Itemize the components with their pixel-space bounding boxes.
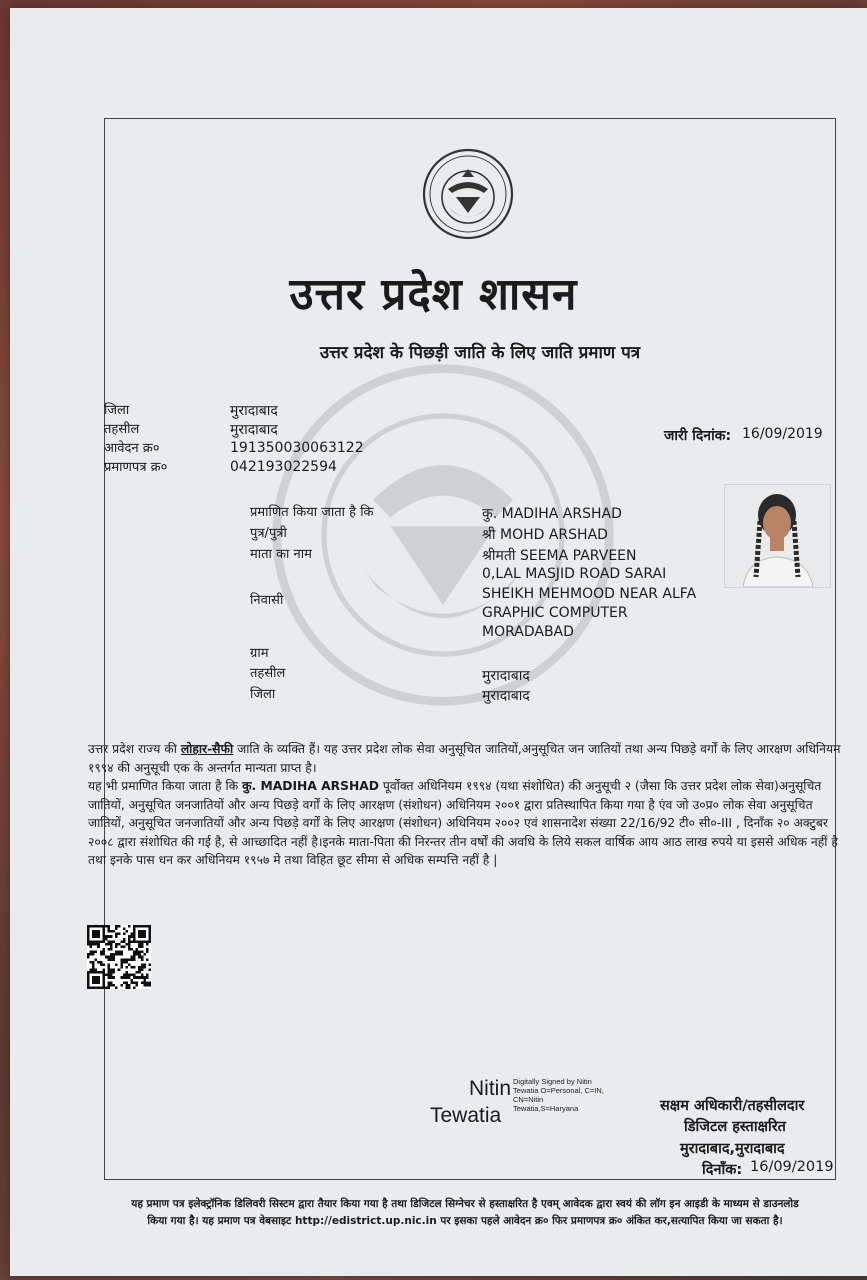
- signature-detail-line: Tewatia,S=Haryana: [513, 1104, 579, 1113]
- father-name: श्री MOHD ARSHAD: [482, 527, 608, 543]
- page-title: उत्तर प्रदेश शासन: [289, 269, 578, 320]
- up-government-emblem-icon: [418, 147, 518, 242]
- officer-designation: सक्षम अधिकारी/तहसीलदार: [660, 1098, 805, 1114]
- person-district-label: जिला: [250, 687, 276, 702]
- footer-line-2: किया गया है। यह प्रमाण पत्र वेबसाइट http://edistrict.up.nic.in पर इसका पहले आवेदन क्र० फिर प्रमाणपत्र क्र० अंकित कर,सत्यापित किया जा सकता है।: [147, 1215, 783, 1227]
- body-p2-end: पूर्वोक्त अधिनियम १९९४ (यथा संशोधित) की अनुसूची २ (जैसा कि उत्तर प्रदेश लोक सेवा)अनुसूचित जातियों, अनुसूचित जनजातियों और अन्य पिछड़े वर्गों के लिए आरक्षण (संशोधन) अधिनियम २००१ द्वारा प्रतिस्थापित किया गया है एंव जो उ०प्र० लोक सेवा अनुसूचित जातियों, अनुसूचित जनजातियों और अन्य पिछड़े वर्गों के लिए आरक्षण (संशोधन) अधिनियम २००२ एवं शासनादेश संख्या 22/16/92 टी० सी०-III , दिनाँक २० अक्टुबर २००८ द्वारा संशोधित की गई है, से आच्छादित नहीं है।इनके माता-पिता की निरन्तर तीन वर्षों की अवधि के लिये सकल वार्षिक आय आठ लाख रुपये या इससे अधिक नहीं है तथा इनके पास धन कर अधिनियम १९५७ मे तथा विहित छूट सीमा से अधिक सम्पत्ति नहीं है |: [88, 779, 838, 867]
- address-line-3: GRAPHIC COMPUTER: [482, 605, 628, 621]
- person-district-value: मुरादाबाद: [482, 688, 530, 704]
- district-label: जिला: [104, 403, 130, 418]
- application-number: 191350030063122: [230, 440, 364, 456]
- body-p1-start: उत्तर प्रदेश राज्य की: [88, 742, 181, 756]
- footer-note: [70, 1196, 860, 1230]
- officer-signed: डिजिटल हस्ताक्षरित: [684, 1119, 786, 1135]
- officer-date-label: दिनाँक:: [702, 1162, 743, 1178]
- tehsil-value: मुरादाबाद: [230, 422, 278, 438]
- body-paragraph-1: [88, 740, 848, 777]
- applicant-name: कु. MADIHA ARSHAD: [482, 506, 622, 522]
- district-value: मुरादाबाद: [230, 403, 278, 419]
- caste-name: लोहार-सैफी: [180, 742, 234, 756]
- person-tehsil-value: मुरादाबाद: [482, 668, 530, 684]
- address-line-1: 0,LAL MASJID ROAD SARAI: [482, 566, 667, 582]
- signer-last-name: Tewatia: [430, 1104, 502, 1127]
- resident-label: निवासी: [250, 593, 284, 608]
- signature-detail-line: CN=Nitin: [513, 1095, 544, 1104]
- application-label: आवेदन क्र०: [104, 441, 160, 456]
- tehsil-label: तहसील: [104, 422, 140, 437]
- certificate-subtitle: उत्तर प्रदेश के पिछड़ी जाति के लिए जाति प्रमाण पत्र: [319, 343, 641, 363]
- issue-date-value: 16/09/2019: [742, 426, 823, 442]
- address-line-2: SHEIKH MEHMOOD NEAR ALFA: [482, 586, 697, 602]
- signature-detail-line: Digitally Signed by Nitin: [513, 1077, 592, 1086]
- person-tehsil-label: तहसील: [250, 666, 286, 681]
- body-p2-start: यह भी प्रमाणित किया जाता है कि: [88, 779, 243, 793]
- body-p1-end: जाति के व्यक्ति हैं। यह उत्तर प्रदेश लोक सेवा अनुसूचित जातियों,अनुसूचित जन जातियों तथा अन्य पिछड़े वर्गों के लिए आरक्षण अधिनियम १९९४ की अनुसूची एक के अन्तर्गत मान्यता प्राप्त है।: [88, 742, 841, 775]
- qr-code-icon: [87, 925, 151, 989]
- parent-label: पुत्र/पुत्री: [250, 526, 287, 541]
- officer-date-value: 16/09/2019: [750, 1159, 834, 1175]
- village-label: ग्राम: [250, 646, 269, 661]
- certificate-number: 042193022594: [230, 459, 337, 475]
- certificate-body: [88, 740, 848, 870]
- mother-label: माता का नाम: [250, 547, 312, 562]
- signature-details: [513, 1077, 604, 1113]
- body-paragraph-2: [88, 777, 848, 870]
- mother-name: श्रीमती SEEMA PARVEEN: [482, 548, 637, 564]
- signer-first-name: Nitin: [469, 1077, 512, 1100]
- applicant-photo: [724, 484, 831, 588]
- footer-line-1: यह प्रमाण पत्र इलेक्ट्रॉनिक डिलिवरी सिस्टम द्वारा तैयार किया गया है तथा डिजिटल सिग्नेचर से हस्ताक्षरित है एवम् आवेदक द्वारा स्वयं की लॉग इन आइडी के माध्यम से डाउनलोड: [131, 1198, 799, 1210]
- certificate-label: प्रमाणपत्र क्र०: [104, 460, 168, 475]
- signature-detail-line: Tewatia O=Personal, C=IN,: [513, 1086, 604, 1095]
- officer-place: मुरादाबाद,मुरादाबाद: [680, 1141, 785, 1157]
- body-applicant-name: कु. MADIHA ARSHAD: [242, 779, 379, 793]
- address-line-4: MORADABAD: [482, 624, 574, 640]
- issue-date-label: जारी दिनांक:: [664, 428, 732, 444]
- certified-label: प्रमाणित किया जाता है कि: [250, 505, 374, 520]
